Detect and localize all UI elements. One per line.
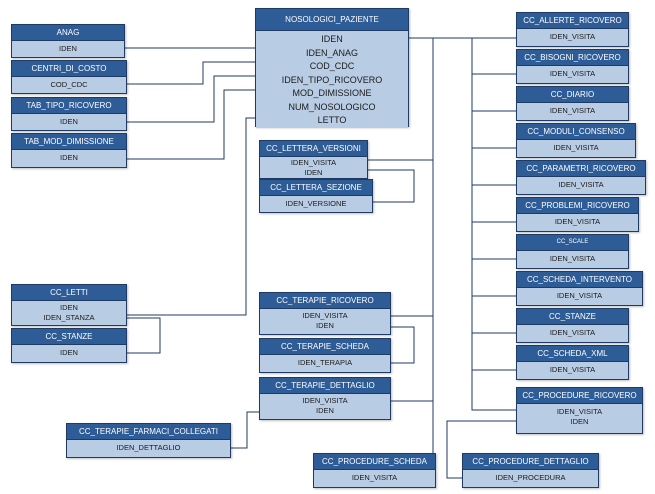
table-header: CC_LETTERA_VERSIONI	[260, 141, 367, 156]
table-cc-lettera-sezione	[259, 179, 373, 213]
link-iden-stanza	[125, 318, 160, 353]
field-iden-versione: IDEN_VERSIONE	[285, 199, 347, 208]
table-cc-stanze-right	[516, 308, 629, 343]
field-iden-visita: IDEN_VISITA	[549, 254, 596, 263]
field-iden-visita: IDEN_VISITA	[549, 69, 596, 78]
field-iden-visita: IDEN_VISITA	[553, 143, 599, 152]
field-iden-stanza: IDEN_STANZA	[43, 313, 95, 322]
table-cc-procedure-dettaglio	[462, 453, 599, 488]
field-iden-visita: IDEN_VISITA	[302, 311, 348, 320]
field-iden-visita: IDEN_VISITA	[556, 407, 603, 416]
table-header: CC_SCHEDA_INTERVENTO	[517, 272, 642, 287]
table-header: CC_PROCEDURE_SCHEDA	[314, 454, 435, 469]
field-letto: LETTO	[317, 115, 347, 125]
field-iden-tipo-ricovero: IDEN_TIPO_RICOVERO	[281, 74, 383, 85]
field-iden: IDEN	[60, 348, 78, 357]
table-header: ANAG	[12, 25, 124, 40]
table-tab-tipo-ricovero	[11, 97, 127, 131]
table-header: TAB_MOD_DIMISSIONE	[12, 134, 126, 149]
table-header: CC_BISOGNI_RICOVERO	[517, 50, 628, 65]
field-iden-visita: IDEN_VISITA	[549, 328, 596, 337]
table-header: TAB_TIPO_RICOVERO	[12, 98, 126, 113]
table-cc-scheda-intervento	[516, 271, 643, 306]
table-cc-terapie-farmaci-collegati	[66, 423, 231, 458]
field-iden-visita: IDEN_VISITA	[558, 180, 604, 189]
table-cc-moduli-consenso	[516, 123, 636, 158]
table-centri-di-costo	[11, 60, 127, 94]
table-header: CC_TERAPIE_DETTAGLIO	[260, 378, 390, 393]
table-header: CC_SCHEDA_XML	[517, 346, 628, 361]
field-iden-visita: IDEN_VISITA	[556, 291, 603, 300]
table-header: CC_TERAPIE_RICOVERO	[260, 293, 390, 308]
table-cc-procedure-ricovero	[516, 387, 643, 434]
table-anag	[11, 24, 125, 58]
field-iden: IDEN	[321, 34, 343, 44]
field-iden-visita: IDEN_VISITA	[302, 396, 348, 405]
field-iden: IDEN	[304, 168, 323, 177]
table-cc-terapie-ricovero	[259, 292, 391, 335]
table-header: CC_MODULI_CONSENSO	[517, 124, 635, 139]
table-cc-diario	[516, 86, 629, 121]
table-cc-scheda-xml	[516, 345, 629, 380]
field-iden-visita: IDEN_VISITA	[549, 365, 596, 374]
table-header: CC_PROCEDURE_DETTAGLIO	[463, 454, 598, 469]
table-cc-procedure-scheda	[313, 453, 436, 488]
table-header: CC_STANZE	[517, 309, 628, 324]
table-cc-letti	[11, 284, 127, 326]
table-header: CC_LETTERA_SEZIONE	[260, 180, 372, 195]
field-iden-anag: IDEN_ANAG	[305, 47, 358, 58]
table-header: CC_PROBLEMI_RICOVERO	[517, 198, 638, 213]
table-tab-mod-dimissione	[11, 133, 127, 168]
table-cc-stanze-left	[11, 328, 127, 363]
field-iden: IDEN	[60, 117, 78, 126]
field-iden: IDEN	[570, 417, 589, 426]
field-iden-visita: IDEN_VISITA	[351, 473, 398, 482]
table-header: CC_TERAPIE_FARMACI_COLLEGATI	[67, 424, 230, 439]
table-cc-terapie-scheda	[259, 338, 391, 373]
table-header: CC_PROCEDURE_RICOVERO	[517, 388, 642, 403]
table-cc-terapie-dettaglio	[259, 377, 391, 420]
field-cod-cdc: COD_CDC	[309, 61, 355, 71]
field-iden: IDEN	[59, 44, 77, 53]
field-iden-visita: IDEN_VISITA	[549, 32, 596, 41]
table-header: NOSOLOGICI_PAZIENTE	[256, 9, 408, 30]
table-cc-scale	[516, 234, 629, 269]
field-cod-cdc: COD_CDC	[50, 80, 88, 89]
table-cc-allerte-ricovero	[516, 12, 629, 47]
field-iden-terapia: IDEN_TERAPIA	[297, 358, 353, 367]
field-iden-visita: IDEN_VISITA	[549, 106, 596, 115]
table-cc-problemi-ricovero	[516, 197, 639, 232]
table-header: CC_LETTI	[12, 285, 126, 300]
field-iden: IDEN	[60, 153, 78, 162]
table-header: CC_TERAPIE_SCHEDA	[260, 339, 390, 354]
table-header: CENTRI_DI_COSTO	[12, 61, 126, 76]
table-cc-bisogni-ricovero	[516, 49, 629, 84]
field-iden-dettaglio: IDEN_DETTAGLIO	[116, 443, 181, 452]
table-header: CC_PARAMETRI_RICOVERO	[517, 161, 645, 176]
table-header: CC_STANZE	[12, 329, 126, 344]
table-cc-parametri-ricovero	[516, 160, 646, 195]
table-header: CC_SCALE	[517, 235, 628, 250]
field-iden: IDEN	[316, 321, 334, 330]
field-num-nosologico: NUM_NOSOLOGICO	[288, 101, 376, 112]
table-header: CC_ALLERTE_RICOVERO	[517, 13, 628, 28]
field-iden-visita: IDEN_VISITA	[554, 217, 601, 226]
table-header: CC_DIARIO	[517, 87, 628, 102]
table-cc-lettera-versioni	[259, 140, 368, 179]
field-iden-procedura: IDEN_PROCEDURA	[495, 473, 566, 482]
link-lettera-versione	[366, 170, 414, 202]
field-iden: IDEN	[60, 303, 78, 312]
field-iden: IDEN	[316, 406, 334, 415]
field-mod-dimissione: MOD_DIMISSIONE	[292, 88, 372, 98]
table-nosologici-paziente	[255, 8, 409, 127]
field-iden-visita: IDEN_VISITA	[290, 158, 337, 167]
